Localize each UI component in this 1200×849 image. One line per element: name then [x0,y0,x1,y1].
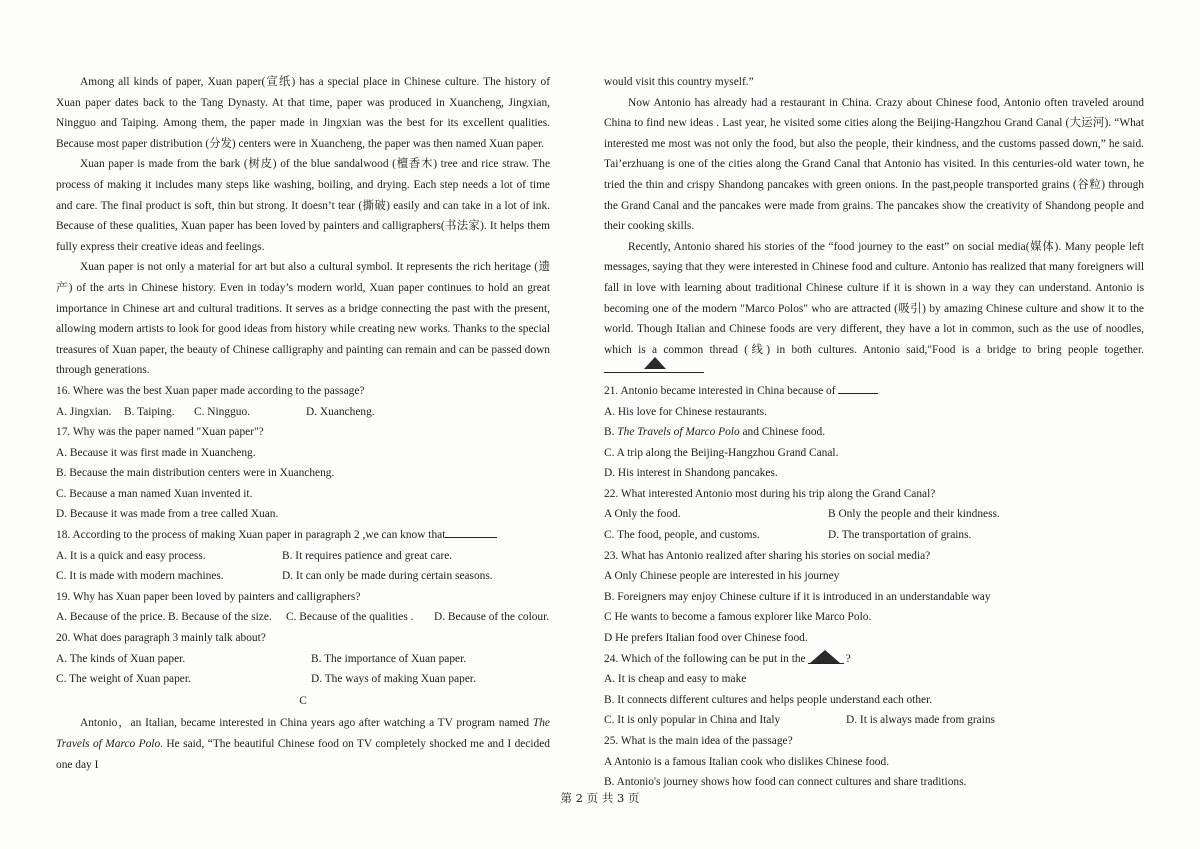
question-19-stem: 19. Why has Xuan paper been loved by painters and calligraphers? [56,590,361,603]
question-17-option-c: C. Because a man named Xuan invented it. [56,487,253,500]
question-21-option-b-suffix: and Chinese food. [739,426,826,439]
passage-c-paragraph-1-continued: would visit this country myself.” [604,76,754,88]
passage-c-paragraph-1-end: . He said, “The beautiful Chinese food on TV completely shocked me and I decided one day I [56,738,551,771]
passage-c-paragraph-3 [604,237,1144,381]
question-21-option-b-prefix: B. [604,426,618,439]
passage-b-paragraph-3: Xuan paper is not only a material for art but also a cultural symbol. It represents the rich heritage (遗产) of the arts in Chinese history. Even in today’s modern world, Xuan paper continues to hold an great importance in Chinese art and cultural traditions. It serves as a bridge connecting the past with the present, allowing modern artists to look for good ideas from history while creating new works. Thanks to the special treasures of Xuan paper, the beauty of Chinese calligraphy and painting can remain and can be passed down through generations. [56,261,550,377]
question-21-option-b [604,422,1144,443]
question-24-option-d: D. It is always made from grains [846,714,995,727]
question-18 [56,525,550,587]
question-18-option-c: C. It is made with modern machines. [56,570,224,583]
question-16-option-b: B. Taiping. [124,405,175,418]
question-20-option-b: B. The importance of Xuan paper. [311,652,467,665]
question-23-option-b: B. Foreigners may enjoy Chinese culture if it is introduced in an understandable way [604,590,991,603]
question-18-option-b: B. It requires patience and great care. [282,549,453,562]
passage-b-paragraph-1: Among all kinds of paper, Xuan paper(宣纸) has a special place in Chinese culture. The history of Xuan paper dates back to the Tang Dynasty. At that time, paper was produced in Xuancheng, Jingxian, Ningguo and Taiping. Among them, the paper made in Jingxian was the best for its excellent qualities. Because most paper distribution (分发) centers were in Xuancheng, the paper was then named Xuan paper. [56,76,550,150]
question-23-stem: 23. What has Antonio realized after sharing his stories on social media? [604,549,931,562]
question-23-option-c: C He wants to become a famous explorer like Marco Polo. [604,611,872,624]
question-16-option-a: A. Jingxian. [56,405,112,418]
question-23-option-a: A Only Chinese people are interested in his journey [604,570,840,583]
answer-blank [445,527,497,538]
question-23-option-d: D He prefers Italian food over Chinese food. [604,632,808,645]
question-16-option-c: C. Ningguo. [194,405,251,418]
question-20-options-row-1 [56,649,550,670]
question-17-option-a: A. Because it was first made in Xuancheng. [56,446,256,459]
question-24 [604,649,1144,731]
question-24-option-c: C. It is only popular in China and Italy [604,714,781,727]
question-22-option-c: C. The food, people, and customs. [604,529,760,542]
triangle-blank [604,360,704,373]
triangle-icon [644,357,666,369]
question-21-stem: 21. Antonio became interested in China because of [604,384,836,397]
question-19-option-b: B. Because of the size. [168,611,272,624]
question-20-options-row-2 [56,669,550,690]
question-19 [56,587,550,628]
question-17-stem: 17. Why was the paper named "Xuan paper"? [56,426,264,439]
question-21-option-c: C. A trip along the Beijing-Hangzhou Grand Canal. [604,446,839,459]
right-column [604,72,1144,793]
question-18-stem-line [56,525,550,546]
question-24-stem: 24. Which of the following can be put in the [604,652,806,665]
tv-program-title: The Travels of Marco Polo [56,717,550,750]
question-16-options [56,402,550,423]
question-20 [56,628,550,690]
question-21-stem-line [604,381,1144,402]
question-20-option-c: C. The weight of Xuan paper. [56,673,191,686]
question-22-option-d: D. The transportation of grains. [828,529,972,542]
answer-blank [838,383,878,394]
question-25-option-b: B. Antonio's journey shows how food can connect cultures and share traditions. [604,776,967,789]
question-18-option-a: A. It is a quick and easy process. [56,549,206,562]
question-24-option-a: A. It is cheap and easy to make [604,673,747,686]
question-18-options-row-1 [56,546,550,567]
question-21 [604,381,1144,484]
question-17-option-b: B. Because the main distribution centers were in Xuancheng. [56,467,335,480]
question-21-option-b-title: The Travels of Marco Polo [617,426,740,439]
question-24-option-b: B. It connects different cultures and helps people understand each other. [604,693,933,706]
question-20-stem: 20. What does paragraph 3 mainly talk about? [56,632,266,645]
passage-c-paragraph-2: Now Antonio has already had a restaurant in China. Crazy about Chinese food, Antonio often traveled around China to find new ideas . Last year, he visited some cities along the Beijing-Hangzhou Grand Canal (大运河). “What interested me most was not only the food, but also the people, their kindness, and the customs passed down,” he said. Tai’erzhuang is one of the cities along the Grand Canal that Antonio has visited. In this centuries-old water town, he tried the thin and crispy Shandong pancakes with green onions. In the past,people transported grains (谷粒) through the Grand Canal and the pancakes were made from grains. The pancakes show the creativity of Shandong people and their cooking skills. [604,96,1144,233]
question-22-option-a: A Only the food. [604,508,681,521]
question-16 [56,381,550,422]
question-22-options-row-1 [604,504,1144,525]
question-16-option-d: D. Xuancheng. [306,405,375,418]
question-23 [604,546,1144,649]
passage-c-paragraph-1-start: Antonio，an Italian, became interested in China years ago after watching a TV program named [80,717,533,730]
question-17-option-d: D. Because it was made from a tree called Xuan. [56,508,279,521]
question-18-stem: 18. According to the process of making Xuan paper in paragraph 2 ,we can know that [56,529,446,542]
question-22-stem: 22. What interested Antonio most during his trip along the Grand Canal? [604,487,936,500]
question-25-option-a: A Antonio is a famous Italian cook who dislikes Chinese food. [604,755,890,768]
left-column [56,72,550,775]
question-25-stem: 25. What is the main idea of the passage? [604,735,793,747]
question-24-stem-line: 24. Which of the following can be put in the ? [604,649,1144,670]
question-22-option-b: B Only the people and their kindness. [828,508,1000,521]
question-25 [604,731,1144,793]
question-22 [604,484,1144,546]
question-19-option-d: D. Because of the colour. [434,611,550,624]
question-21-option-d: D. His interest in Shandong pancakes. [604,467,778,480]
question-19-options [56,607,550,628]
question-20-option-d: D. The ways of making Xuan paper. [311,673,476,686]
passage-c-paragraph-3-text: Recently, Antonio shared his stories of the “food journey to the east” on social media(媒体). Many people left messages, saying that they were interested in Chinese food and culture. Antonio has realized that many foreigners will fall in love with learning about traditional Chinese culture if it is shown in a way they can understand. Antonio is becoming one of the modern "Marco Polos" who are attracted (吸引) by amazing Chinese culture and show it to the world. Though Italian and Chinese foods are very different, they have a lot in common, such as the use of noodles, which is a common thread (线) in both cultures. Antonio said,"Food is a bridge to bring people together. [604,240,1144,356]
question-19-option-c: C. Because of the qualities . [286,611,414,624]
section-c-label: C [299,694,307,707]
question-21-option-a: A. His love for Chinese restaurants. [604,405,767,418]
question-17 [56,422,550,525]
question-19-option-a: A. Because of the price. [56,611,166,624]
question-22-options-row-2 [604,525,1144,546]
triangle-icon [808,650,844,664]
question-24-options-row [604,710,1144,731]
page-number: 第 2 页 共 3 页 [560,791,640,805]
passage-b-paragraph-2: Xuan paper is made from the bark (树皮) of the blue sandalwood (檀香木) tree and rice straw. The process of making it includes many steps like washing, boiling, and drying. Each step needs a lot of time and care. The final product is soft, thin but strong. It doesn’t tear (撕破) easily and can take in a lot of ink. Because of these qualities, Xuan paper has been loved by painters and calligraphers(书法家). It helps them fully express their creative ideas and feelings. [56,158,550,253]
question-20-option-a: A. The kinds of Xuan paper. [56,652,186,665]
question-16-stem: 16. Where was the best Xuan paper made according to the passage? [56,384,365,397]
question-18-option-d: D. It can only be made during certain seasons. [282,570,493,583]
question-18-options-row-2 [56,566,550,587]
passage-c-paragraph-1 [56,713,550,775]
